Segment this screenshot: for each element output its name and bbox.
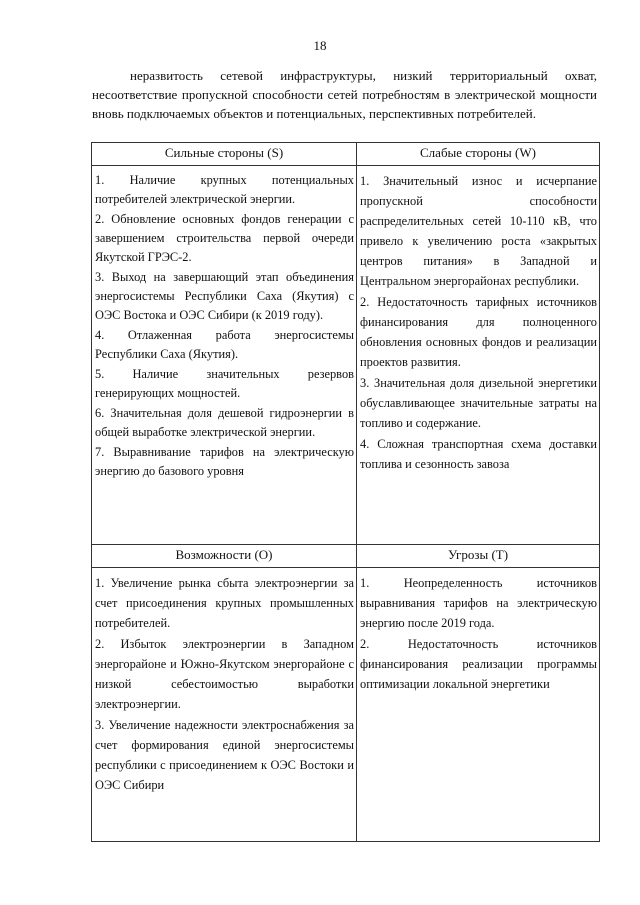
opportunities-header: Возможности (O) xyxy=(92,545,357,568)
strength-item: 6. Значительная доля дешевой гидроэнергии в общей выработке электрической энергии. xyxy=(95,406,354,439)
strength-item: 3. Выход на завершающий этап объединения энергосистемы Республики Саха (Якутия) с ОЭС Востока и ОЭС Сибири (к 2019 году). xyxy=(95,270,354,322)
weakness-item: 3. Значительная доля дизельной энергетики обуславливающее значительные затраты на топливо и содержание. xyxy=(360,376,597,430)
strength-item: 7. Выравнивание тарифов на электрическую энергию до базового уровня xyxy=(95,445,354,478)
page-number: 18 xyxy=(313,38,327,53)
strength-item: 5. Наличие значительных резервов генерирующих мощностей. xyxy=(95,367,354,400)
weakness-item: 4. Сложная транспортная схема доставки топлива и сезонность завоза xyxy=(360,437,597,471)
strength-item: 2. Обновление основных фондов генерации с завершением строительства первой очереди Якутской ГРЭС-2. xyxy=(95,212,354,264)
weaknesses-cell xyxy=(357,166,600,545)
intro-paragraph: неразвитость сетевой инфраструктуры, низкий территориальный охват, несоответствие пропускной способности сетей потребностям в электрической мощности вновь подключаемых объектов и потенциальных, перспективных потребителей. xyxy=(92,68,597,121)
swot-header-row-1 xyxy=(92,143,600,166)
opportunity-item: 1. Увеличение рынка сбыта электроэнергии за счет присоединения крупных промышленных потребителей. xyxy=(95,576,354,630)
opportunity-item: 2. Избыток электроэнергии в Западном энергорайоне и Южно-Якутском энергорайоне с низкой себестоимостью выработки электроэнергии. xyxy=(95,637,354,711)
weaknesses-header: Слабые стороны (W) xyxy=(357,143,600,166)
opportunities-cell xyxy=(92,568,357,842)
weakness-item: 2. Недостаточность тарифных источников финансирования для полноценного обновления основных фондов и реализации проектов развития. xyxy=(360,295,597,369)
swot-header-row-2 xyxy=(92,545,600,568)
threat-item: 1. Неопределенность источников выравнивания тарифов на электрическую энергию после 2019 года. xyxy=(360,576,597,630)
opportunity-item: 3. Увеличение надежности электроснабжения за счет формирования единой энергосистемы республики с присоединением к ОЭС Востоки и ОЭС Сибири xyxy=(95,718,354,792)
swot-content-row-1 xyxy=(92,166,600,545)
threats-cell xyxy=(357,568,600,842)
swot-table xyxy=(91,142,600,842)
swot-content-row-2 xyxy=(92,568,600,842)
threat-item: 2. Недостаточность источников финансирования реализации программы оптимизации локальной энергетики xyxy=(360,637,597,691)
strengths-header: Сильные стороны (S) xyxy=(92,143,357,166)
strength-item: 1. Наличие крупных потенциальных потребителей электрической энергии. xyxy=(95,173,354,206)
weakness-item: 1. Значительный износ и исчерпание пропускной способности распределительных сетей 10-110 кВ, что привело к увеличению роста «закрытых центров питания» в Западной и Центральном энергорайонах республики. xyxy=(360,174,597,288)
strengths-cell xyxy=(92,166,357,545)
strength-item: 4. Отлаженная работа энергосистемы Республики Саха (Якутия). xyxy=(95,328,354,361)
threats-header: Угрозы (T) xyxy=(357,545,600,568)
